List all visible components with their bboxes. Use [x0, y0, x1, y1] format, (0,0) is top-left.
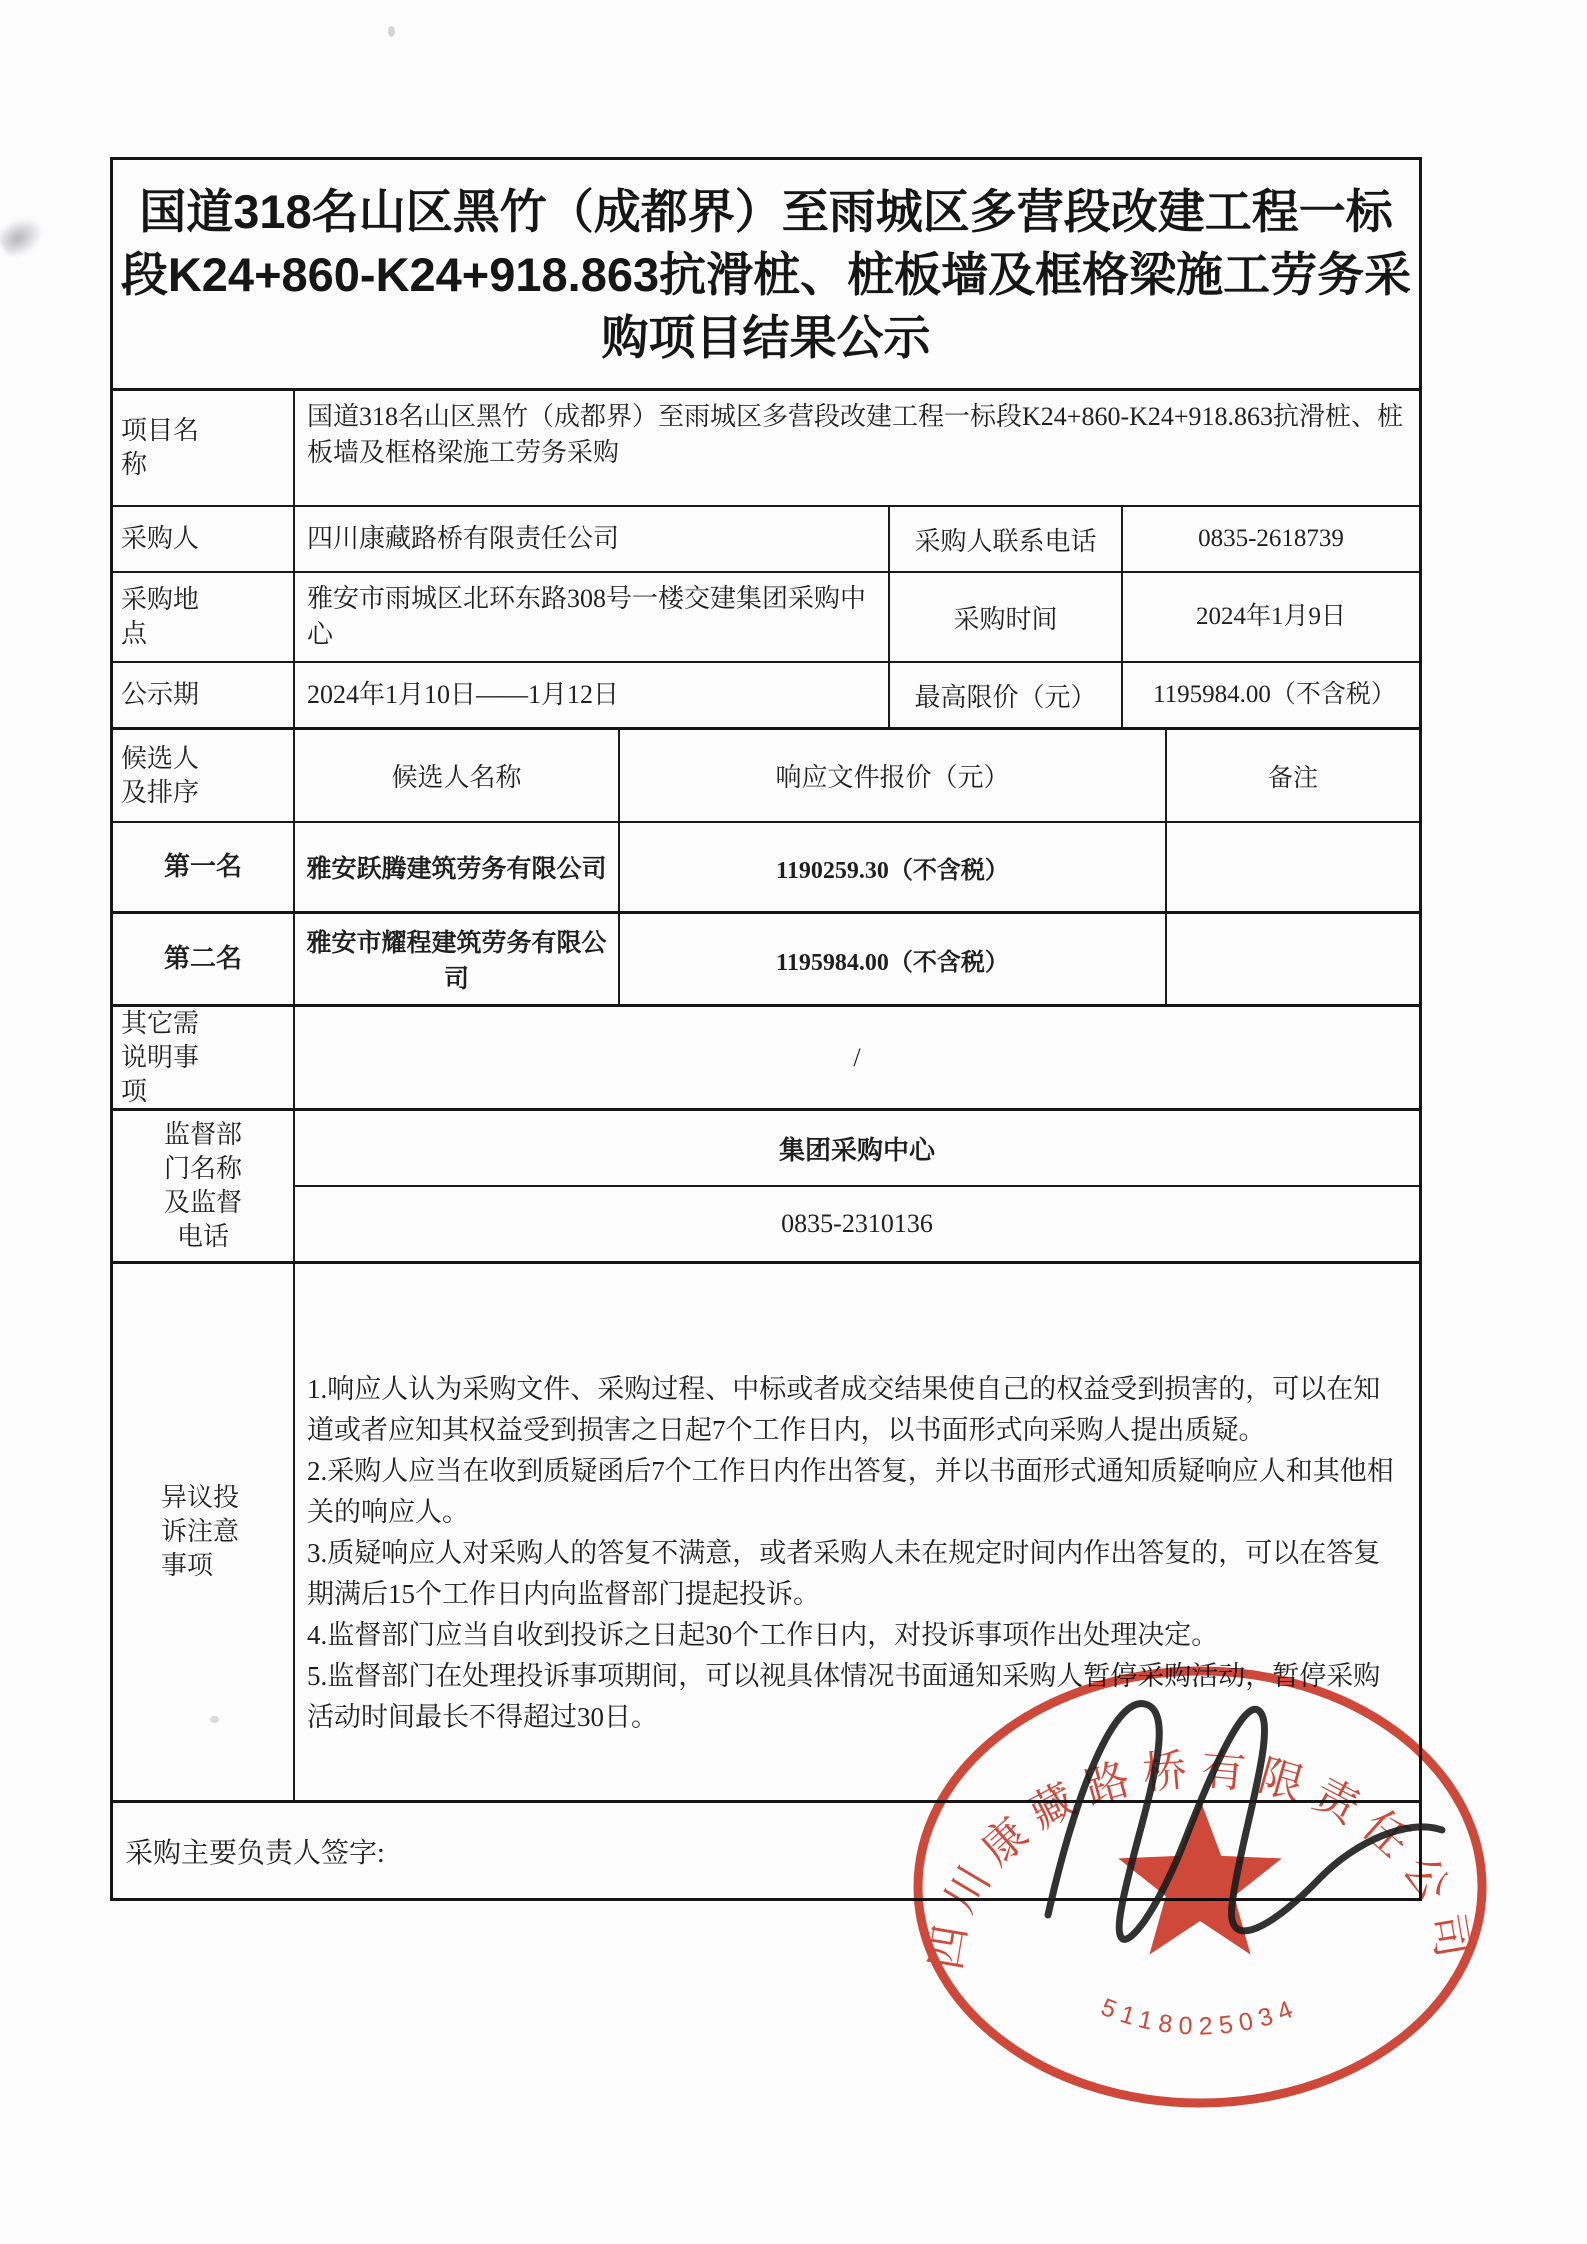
other-notes-value: /	[293, 1007, 1419, 1108]
row-other-notes	[113, 1004, 1419, 1108]
max-price-label: 最高限价（元）	[888, 663, 1121, 727]
seal-company-name: 四川康藏路桥有限责任公司	[920, 1744, 1480, 1974]
objection-item: 4.监督部门应当自收到投诉之日起30个工作日内，对投诉事项作出处理决定。	[307, 1619, 1219, 1650]
purchaser-label-cell	[113, 507, 293, 571]
candidate-1-remark	[1165, 823, 1419, 911]
objection-label: 异议投诉注意事项	[161, 1483, 240, 1580]
supervision-label: 监督部门名称及监督电话	[163, 1120, 242, 1251]
publicity-label-cell	[113, 663, 293, 727]
row-purchaser	[113, 505, 1419, 571]
objection-label-cell	[113, 1264, 293, 1800]
document-title: 国道318名山区黑竹（成都界）至雨城区多营段改建工程一标段K24+860-K24+918.863抗滑桩、桩板墙及框格梁施工劳务采购项目结果公示	[120, 184, 1412, 364]
row-publicity-period	[113, 661, 1419, 727]
row-project-name	[113, 388, 1419, 505]
handwritten-signature	[1000, 1650, 1480, 1990]
max-price-value: 1195984.00（不含税）	[1121, 663, 1419, 727]
result-announcement-table	[110, 157, 1422, 1901]
objection-item: 5.监督部门在处理投诉事项期间，可以视具体情况书面通知采购人暂停采购活动，暂停采购活动时间最长不得超过30日。	[307, 1660, 1381, 1732]
title-cell	[113, 160, 1419, 388]
supervision-label-cell	[113, 1111, 293, 1261]
location-label-cell	[113, 573, 293, 661]
candidates-rank-header-cell	[113, 730, 293, 821]
candidate-1-price: 1190259.30（不含税）	[618, 823, 1165, 911]
location-label: 采购地点	[121, 585, 200, 648]
candidates-price-header: 响应文件报价（元）	[618, 730, 1165, 821]
objection-item: 3.质疑响应人对采购人的答复不满意，或者采购人未在规定时间内作出答复的，可以在答复期满后15个工作日内向监督部门提起投诉。	[307, 1537, 1381, 1609]
project-name-label-cell	[113, 391, 293, 505]
candidates-remark-header: 备注	[1165, 730, 1419, 821]
scan-smudge	[0, 210, 50, 262]
purchaser-phone-label: 采购人联系电话	[888, 507, 1121, 571]
supervision-department: 集团采购中心	[295, 1111, 1419, 1187]
candidate-row-2	[113, 911, 1419, 1004]
purchaser-value: 四川康藏路桥有限责任公司	[293, 507, 888, 571]
other-notes-label: 其它需说明事项	[121, 1008, 200, 1106]
candidate-row-1	[113, 821, 1419, 911]
candidate-1-rank-cell	[113, 823, 293, 911]
row-location	[113, 571, 1419, 661]
publicity-label: 公示期	[121, 680, 200, 709]
objection-item: 2.采购人应当在收到质疑函后7个工作日内作出答复，并以书面形式通知质疑响应人和其他相关的响应人。	[307, 1455, 1394, 1527]
purchase-time-label: 采购时间	[888, 573, 1121, 661]
row-supervision	[113, 1108, 1419, 1261]
candidate-2-remark	[1165, 914, 1419, 1004]
purchase-time-value: 2024年1月9日	[1121, 573, 1419, 661]
signature-stroke	[1048, 1704, 1442, 1940]
candidate-2-rank-cell	[113, 914, 293, 1004]
project-name-value: 国道318名山区黑竹（成都界）至雨城区多营段改建工程一标段K24+860-K24+918.863抗滑桩、桩板墙及框格梁施工劳务采购	[293, 391, 1419, 505]
purchaser-phone-value: 0835-2618739	[1121, 507, 1419, 571]
candidate-1-rank: 第一名	[163, 852, 242, 881]
svg-text:5118025034	[1097, 1993, 1303, 2041]
candidates-header-row	[113, 727, 1419, 821]
publicity-value: 2024年1月10日——1月12日	[293, 663, 888, 727]
candidate-2-rank: 第二名	[163, 944, 242, 973]
other-notes-label-cell	[113, 1007, 293, 1108]
objection-item: 1.响应人认为采购文件、采购过程、中标或者成交结果使自己的权益受到损害的，可以在知道或者应知其权益受到损害之日起7个工作日内，以书面形式向采购人提出质疑。	[307, 1373, 1381, 1445]
supervision-phone: 0835-2310136	[781, 1209, 933, 1238]
project-name-label: 项目名称	[121, 416, 200, 479]
purchaser-label: 采购人	[121, 524, 200, 553]
seal-code: 5118025034	[1096, 1992, 1304, 2041]
candidate-2-name: 雅安市耀程建筑劳务有限公司	[293, 914, 618, 1004]
signature-label: 采购主要负责人签字:	[125, 1837, 385, 1869]
candidates-name-header: 候选人名称	[293, 730, 618, 821]
supervision-values	[293, 1111, 1419, 1261]
location-value: 雅安市雨城区北环东路308号一楼交建集团采购中心	[293, 573, 888, 661]
scan-speck	[388, 26, 395, 37]
candidate-2-price: 1195984.00（不含税）	[618, 914, 1165, 1004]
candidates-rank-header: 候选人及排序	[121, 743, 200, 807]
candidate-1-name: 雅安跃腾建筑劳务有限公司	[293, 823, 618, 911]
